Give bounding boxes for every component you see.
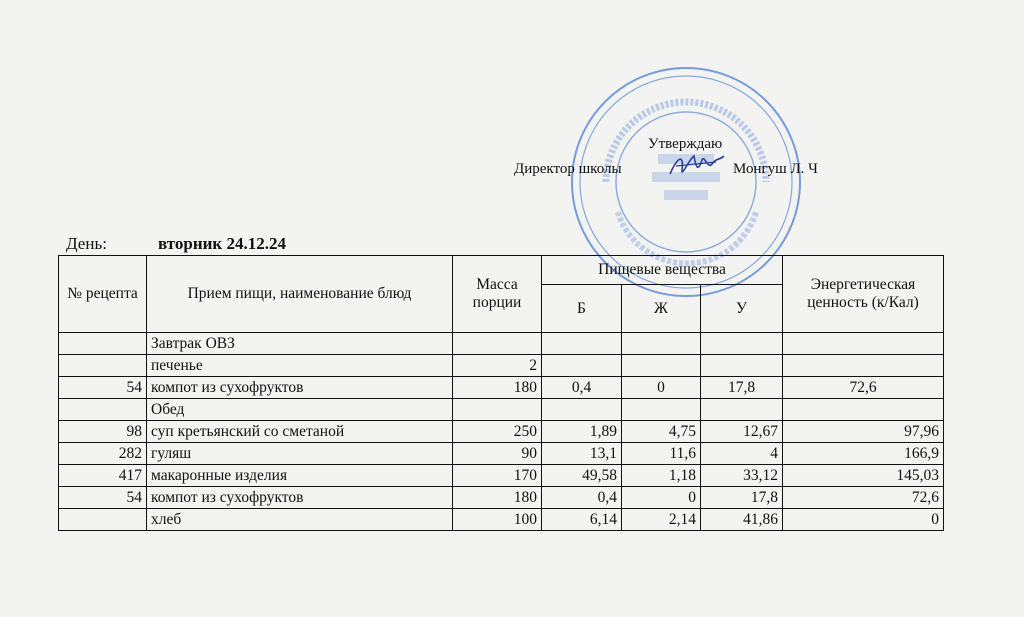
cell-protein xyxy=(542,399,622,421)
cell-energy: 145,03 xyxy=(783,465,944,487)
header-protein: Б xyxy=(542,285,622,333)
cell-fat: 1,18 xyxy=(622,465,701,487)
table-row xyxy=(59,421,944,443)
cell-name: хлеб xyxy=(147,509,453,531)
cell-carbs: 17,8 xyxy=(701,377,783,399)
cell-mass: 90 xyxy=(453,443,542,465)
cell-energy: 97,96 xyxy=(783,421,944,443)
cell-fat: 0 xyxy=(622,377,701,399)
cell-name: компот из сухофруктов xyxy=(147,377,453,399)
cell-fat: 4,75 xyxy=(622,421,701,443)
cell-recipe: 54 xyxy=(59,377,147,399)
cell-protein: 1,89 xyxy=(542,421,622,443)
cell-fat xyxy=(622,333,701,355)
cell-recipe xyxy=(59,355,147,377)
cell-protein xyxy=(542,333,622,355)
header-meal: Прием пищи, наименование блюд xyxy=(147,256,453,333)
cell-energy xyxy=(783,333,944,355)
table-row xyxy=(59,333,944,355)
table-row xyxy=(59,487,944,509)
header-fat: Ж xyxy=(622,285,701,333)
cell-protein: 0,4 xyxy=(542,487,622,509)
cell-energy: 166,9 xyxy=(783,443,944,465)
cell-name: макаронные изделия xyxy=(147,465,453,487)
cell-carbs xyxy=(701,399,783,421)
cell-mass: 170 xyxy=(453,465,542,487)
cell-mass: 100 xyxy=(453,509,542,531)
header-mass: Масса порции xyxy=(453,256,542,333)
header-nutrients: Пищевые вещества xyxy=(542,256,783,285)
cell-mass: 2 xyxy=(453,355,542,377)
cell-protein: 6,14 xyxy=(542,509,622,531)
day-value: вторник 24.12.24 xyxy=(158,234,286,253)
cell-carbs xyxy=(701,355,783,377)
cell-fat: 11,6 xyxy=(622,443,701,465)
menu-table xyxy=(58,255,944,531)
table-row xyxy=(59,465,944,487)
header-carbs: У xyxy=(701,285,783,333)
cell-recipe: 54 xyxy=(59,487,147,509)
director-name: Монгуш Л. Ч xyxy=(733,161,818,177)
cell-carbs: 17,8 xyxy=(701,487,783,509)
cell-fat xyxy=(622,399,701,421)
cell-protein: 13,1 xyxy=(542,443,622,465)
table-row xyxy=(59,443,944,465)
cell-recipe xyxy=(59,399,147,421)
cell-protein xyxy=(542,355,622,377)
cell-carbs xyxy=(701,333,783,355)
cell-fat: 0 xyxy=(622,487,701,509)
cell-recipe: 417 xyxy=(59,465,147,487)
cell-mass xyxy=(453,399,542,421)
director-role: Директор школы xyxy=(514,161,622,177)
table-row xyxy=(59,377,944,399)
cell-recipe xyxy=(59,333,147,355)
cell-recipe: 98 xyxy=(59,421,147,443)
cell-name: Обед xyxy=(147,399,453,421)
cell-energy: 72,6 xyxy=(783,377,944,399)
cell-recipe xyxy=(59,509,147,531)
cell-carbs: 12,67 xyxy=(701,421,783,443)
cell-name: Завтрак ОВЗ xyxy=(147,333,453,355)
cell-energy: 0 xyxy=(783,509,944,531)
header-energy: Энергетическая ценность (к/Кал) xyxy=(783,256,944,333)
cell-fat xyxy=(622,355,701,377)
cell-protein: 49,58 xyxy=(542,465,622,487)
cell-carbs: 41,86 xyxy=(701,509,783,531)
cell-mass: 180 xyxy=(453,487,542,509)
cell-carbs: 4 xyxy=(701,443,783,465)
day-label: День: xyxy=(66,234,107,253)
cell-name: гуляш xyxy=(147,443,453,465)
signature-icon xyxy=(668,150,726,180)
cell-name: печенье xyxy=(147,355,453,377)
cell-fat: 2,14 xyxy=(622,509,701,531)
cell-recipe: 282 xyxy=(59,443,147,465)
cell-carbs: 33,12 xyxy=(701,465,783,487)
table-row xyxy=(59,399,944,421)
table-row xyxy=(59,355,944,377)
cell-mass: 250 xyxy=(453,421,542,443)
cell-protein: 0,4 xyxy=(542,377,622,399)
cell-mass: 180 xyxy=(453,377,542,399)
cell-energy xyxy=(783,399,944,421)
cell-energy: 72,6 xyxy=(783,487,944,509)
cell-name: суп кретьянский со сметаной xyxy=(147,421,453,443)
cell-energy xyxy=(783,355,944,377)
cell-name: компот из сухофруктов xyxy=(147,487,453,509)
cell-mass xyxy=(453,333,542,355)
header-recipe-no: № рецепта xyxy=(59,256,147,333)
approval-title: Утверждаю xyxy=(648,136,723,152)
table-row xyxy=(59,509,944,531)
